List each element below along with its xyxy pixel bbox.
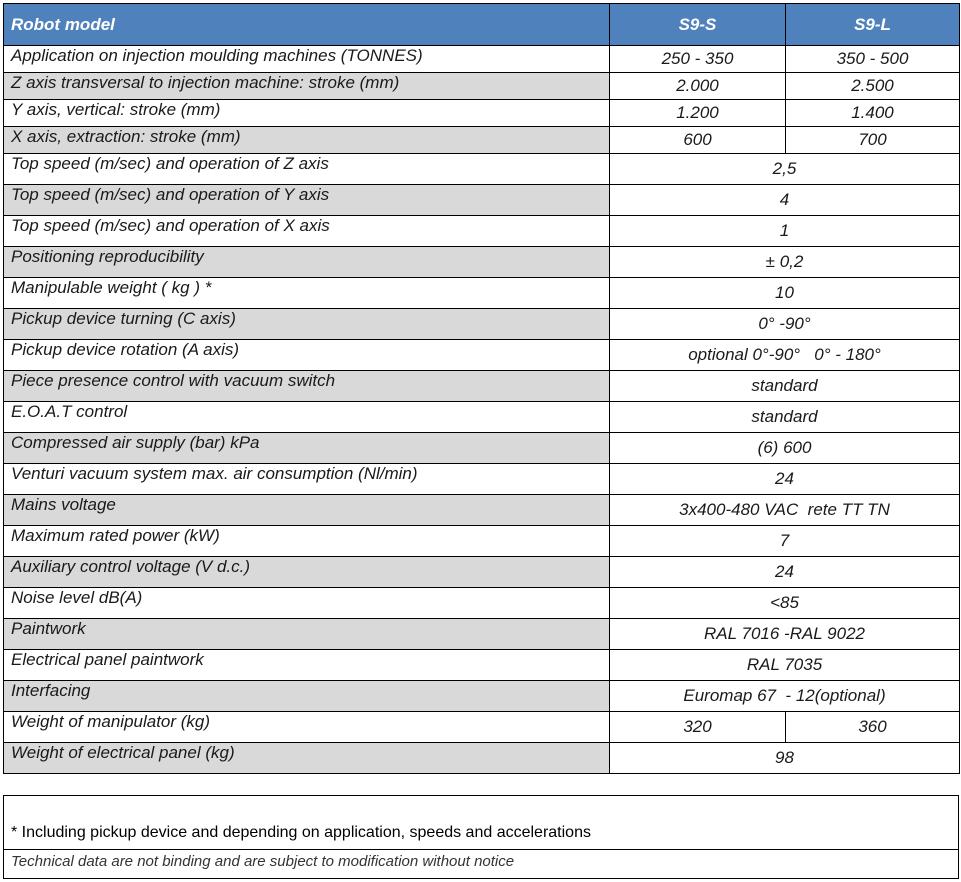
table-row: [4, 371, 960, 402]
disclaimer: Technical data are not binding and are subject to modification without notice: [11, 853, 515, 870]
row-label: Noise level dB(A): [4, 588, 610, 619]
row-value: (6) 600: [610, 433, 960, 464]
table-row: [4, 588, 960, 619]
table-row: [4, 681, 960, 712]
row-value: 24: [610, 464, 960, 495]
row-value-s9l: 1.400: [786, 100, 960, 127]
row-value-s9s: 250 - 350: [610, 46, 786, 73]
row-label: Compressed air supply (bar) kPa: [4, 433, 610, 464]
row-value: ± 0,2: [610, 247, 960, 278]
row-label: Top speed (m/sec) and operation of Z axis: [4, 154, 610, 185]
row-label: Weight of manipulator (kg): [4, 712, 610, 743]
table-row: [4, 712, 960, 743]
table-row: [4, 650, 960, 681]
table-row: [4, 185, 960, 216]
table-row: [4, 402, 960, 433]
footer-box: [3, 795, 959, 879]
row-value: 1: [610, 216, 960, 247]
row-label: E.O.A.T control: [4, 402, 610, 433]
header-model-s9l: S9-L: [786, 4, 960, 46]
row-label: X axis, extraction: stroke (mm): [4, 127, 610, 154]
row-value-s9s: 1.200: [610, 100, 786, 127]
row-value-s9l: 700: [786, 127, 960, 154]
row-value: 3x400-480 VAC rete TT TN: [610, 495, 960, 526]
row-label: Mains voltage: [4, 495, 610, 526]
row-label: Maximum rated power (kW): [4, 526, 610, 557]
row-label: Application on injection moulding machines (TONNES): [4, 46, 610, 73]
table-row: [4, 100, 960, 127]
row-value: 98: [610, 743, 960, 774]
row-label: Top speed (m/sec) and operation of X axis: [4, 216, 610, 247]
table-row: [4, 154, 960, 185]
table-row: [4, 309, 960, 340]
row-value-s9l: 350 - 500: [786, 46, 960, 73]
row-label: Paintwork: [4, 619, 610, 650]
row-value-s9s: 320: [610, 712, 786, 743]
row-label: Positioning reproducibility: [4, 247, 610, 278]
row-value: optional 0°-90° 0° - 180°: [610, 340, 960, 371]
header-label: Robot model: [4, 4, 610, 46]
row-value: 10: [610, 278, 960, 309]
row-value: 24: [610, 557, 960, 588]
footnote: * Including pickup device and depending on application, speeds and accelerations: [11, 824, 591, 841]
table-row: [4, 247, 960, 278]
row-label: Electrical panel paintwork: [4, 650, 610, 681]
footer-divider: [4, 849, 958, 850]
row-value: 4: [610, 185, 960, 216]
row-value: RAL 7016 -RAL 9022: [610, 619, 960, 650]
row-value: Euromap 67 - 12(optional): [610, 681, 960, 712]
row-label: Z axis transversal to injection machine: stroke (mm): [4, 73, 610, 100]
header-model-s9s: S9-S: [610, 4, 786, 46]
row-value-s9s: 600: [610, 127, 786, 154]
row-label: Manipulable weight ( kg ) *: [4, 278, 610, 309]
row-value: <85: [610, 588, 960, 619]
table-row: [4, 73, 960, 100]
table-row: [4, 619, 960, 650]
table-row: [4, 216, 960, 247]
row-value: standard: [610, 402, 960, 433]
table-row: [4, 46, 960, 73]
row-value: 0° -90°: [610, 309, 960, 340]
row-label: Weight of electrical panel (kg): [4, 743, 610, 774]
row-label: Venturi vacuum system max. air consumption (Nl/min): [4, 464, 610, 495]
row-label: Interfacing: [4, 681, 610, 712]
row-value-s9s: 2.000: [610, 73, 786, 100]
table-row: [4, 127, 960, 154]
table-row: [4, 495, 960, 526]
header-row: [4, 4, 960, 46]
table-row: [4, 526, 960, 557]
row-label: Top speed (m/sec) and operation of Y axis: [4, 185, 610, 216]
row-label: Y axis, vertical: stroke (mm): [4, 100, 610, 127]
row-value: 2,5: [610, 154, 960, 185]
row-label: Pickup device turning (C axis): [4, 309, 610, 340]
row-value: 7: [610, 526, 960, 557]
row-value: RAL 7035: [610, 650, 960, 681]
table-row: [4, 278, 960, 309]
row-value: standard: [610, 371, 960, 402]
row-value-s9l: 2.500: [786, 73, 960, 100]
row-label: Pickup device rotation (A axis): [4, 340, 610, 371]
table-row: [4, 557, 960, 588]
table-row: [4, 743, 960, 774]
table-row: [4, 433, 960, 464]
spec-table: [3, 3, 960, 774]
table-row: [4, 340, 960, 371]
row-value-s9l: 360: [786, 712, 960, 743]
row-label: Piece presence control with vacuum switch: [4, 371, 610, 402]
table-row: [4, 464, 960, 495]
row-label: Auxiliary control voltage (V d.c.): [4, 557, 610, 588]
